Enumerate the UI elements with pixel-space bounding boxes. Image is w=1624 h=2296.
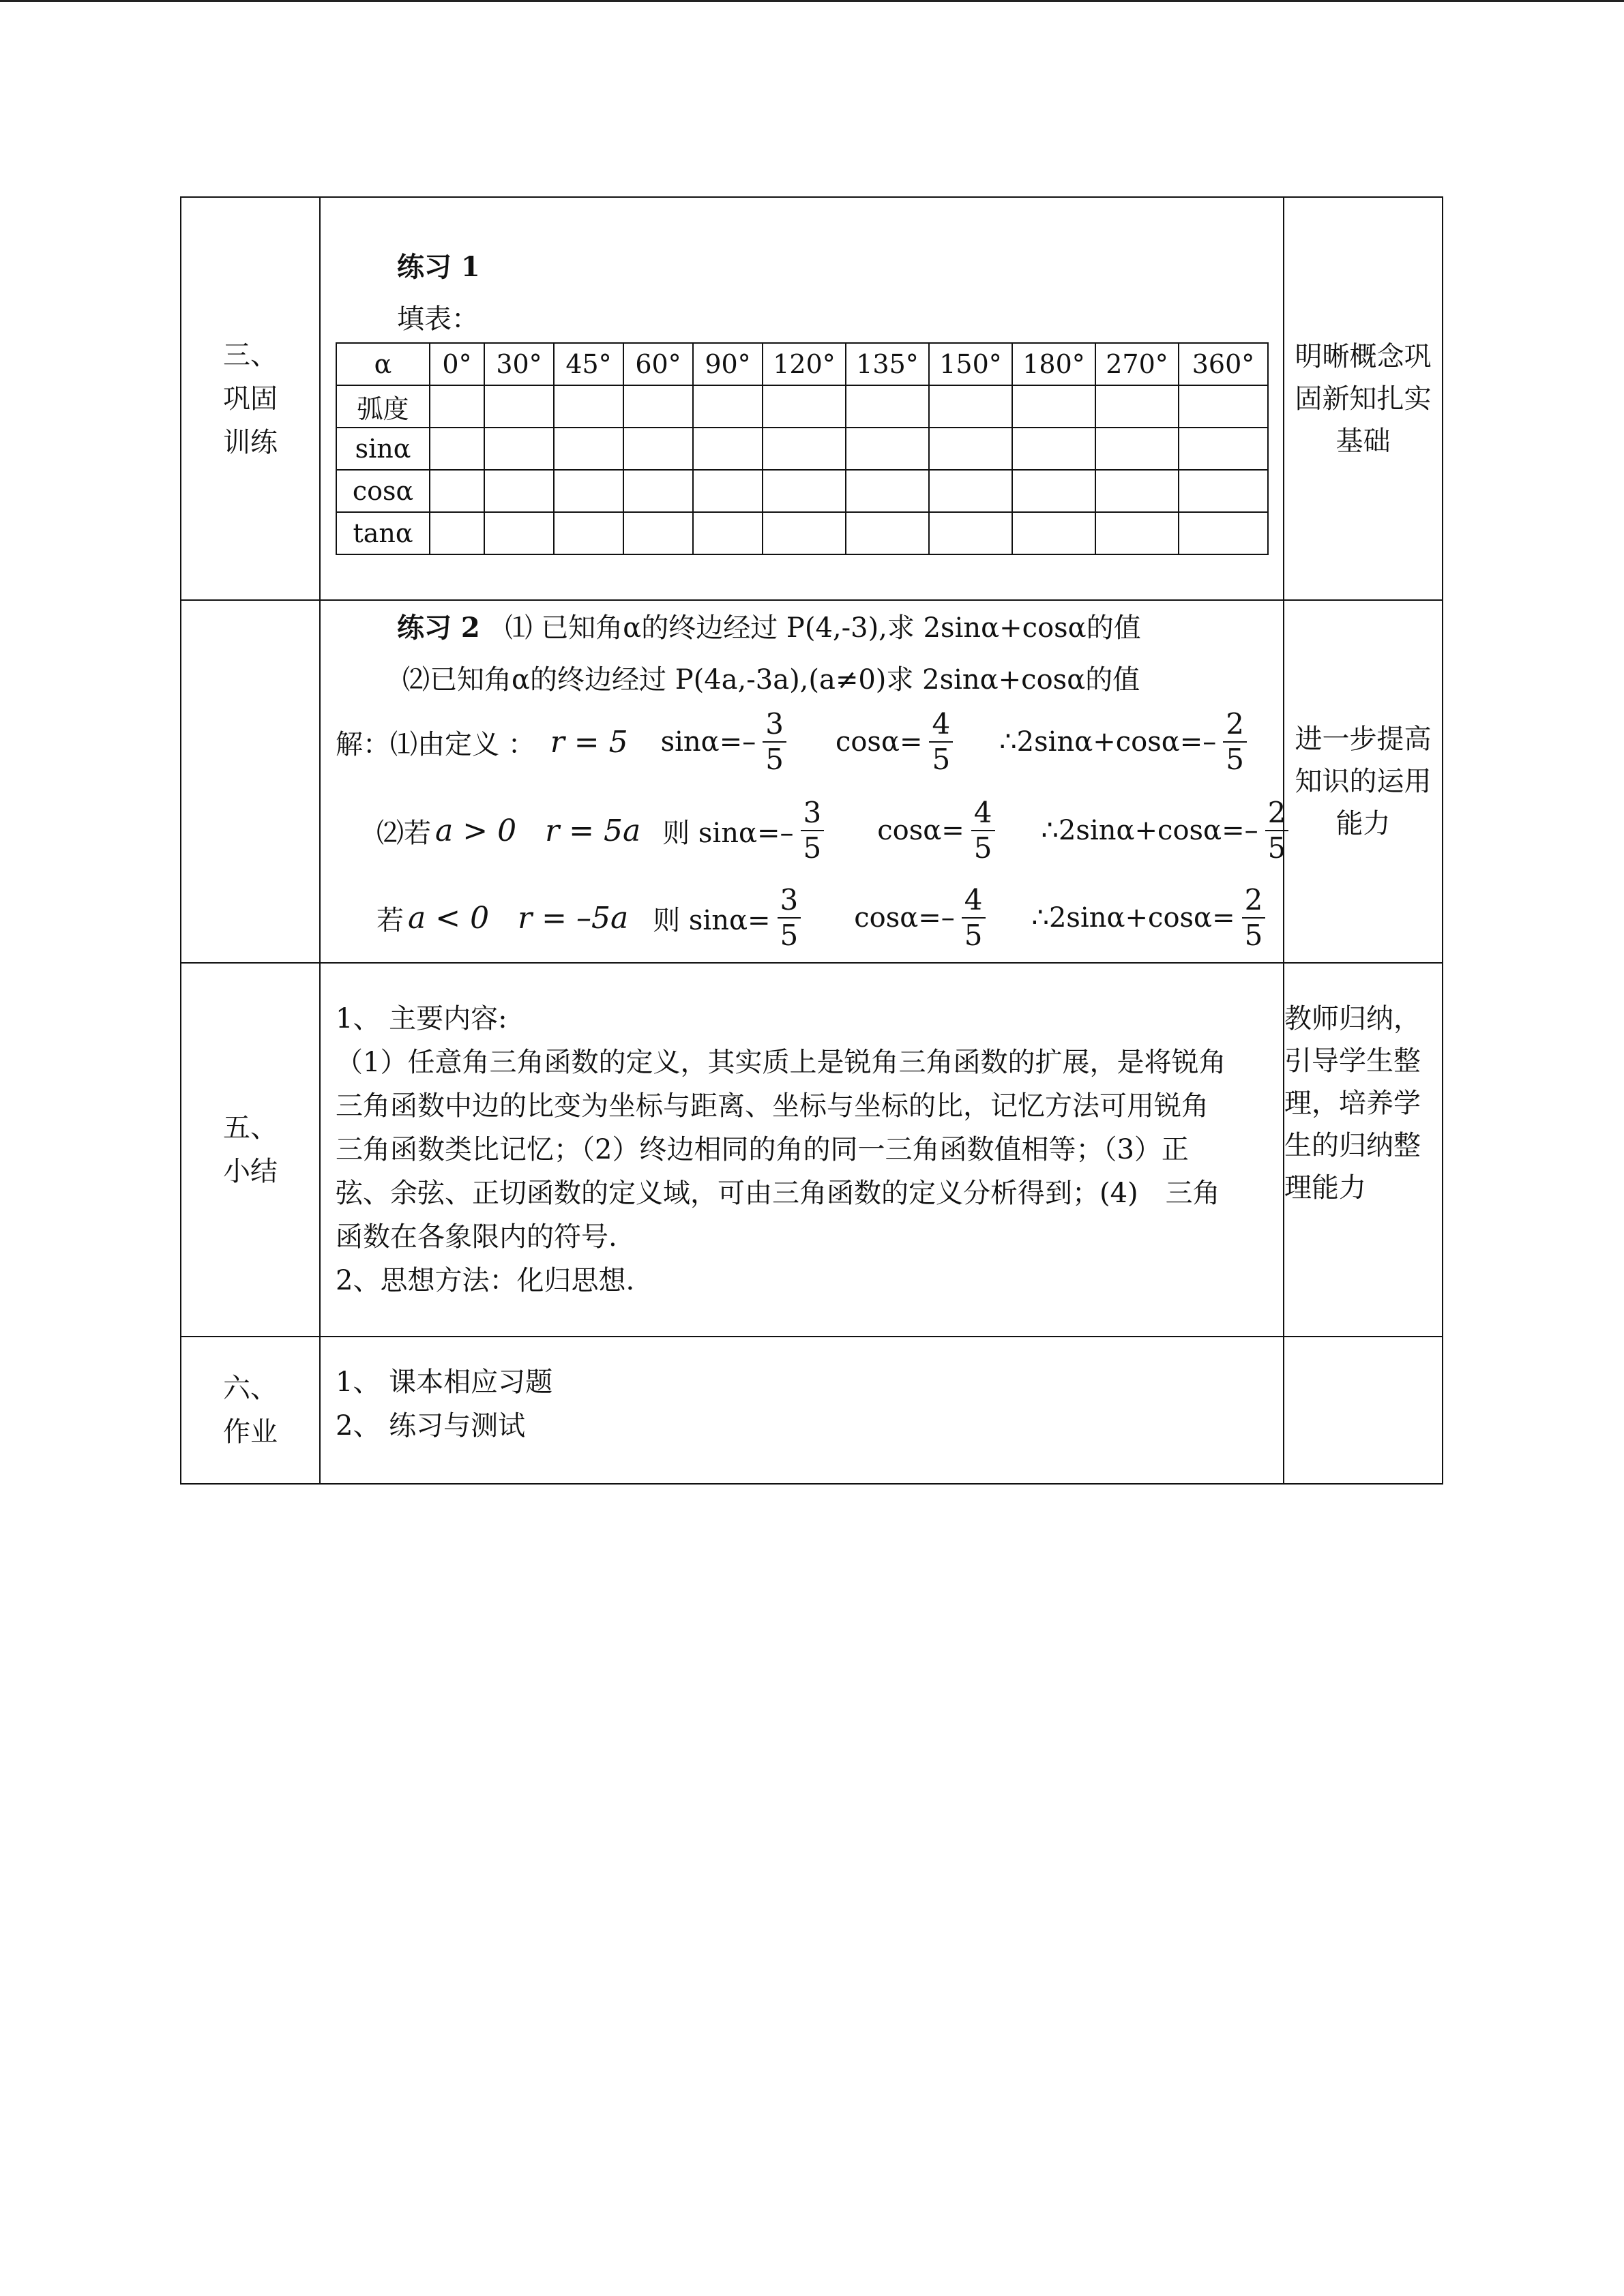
row-label: sinα (336, 428, 430, 470)
stage-cell (181, 1337, 320, 1484)
cos-label: cosα= (835, 726, 923, 758)
header-angle: 150° (929, 343, 1012, 385)
header-angle: 270° (1095, 343, 1179, 385)
blank-cell[interactable] (1012, 428, 1095, 470)
fill-table (336, 342, 1269, 555)
goal-text: 明晰概念巩固新知扎实基础 (1295, 340, 1432, 457)
sin-fraction: $\frac{3}{5}$ (778, 883, 806, 953)
content-cell (320, 600, 1284, 963)
fill-label: 填表： (397, 303, 479, 335)
result-label: ∴2sinα+cosα= (1031, 902, 1235, 934)
content-cell (320, 963, 1284, 1337)
blank-cell[interactable] (763, 385, 846, 428)
cos-label: cosα= (877, 815, 964, 846)
homework-item: 2、 练习与测试 (336, 1410, 526, 1442)
summary-text (336, 997, 1268, 1302)
r-value: r = 5 (550, 724, 628, 760)
content-cell (320, 197, 1284, 600)
blank-cell[interactable] (484, 512, 554, 554)
summary-line: （1）任意角三角函数的定义，其实质上是锐角三角函数的扩展，是将锐角 (336, 1047, 1226, 1078)
cos-label: cosα=– (854, 902, 955, 934)
header-angle: 45° (554, 343, 623, 385)
blank-cell[interactable] (929, 512, 1012, 554)
row-consolidation (181, 197, 1443, 600)
summary-line: 弦、余弦、正切函数的定义域，可由三角函数的定义分析得到；(4) 三角 (336, 1178, 1220, 1209)
blank-cell[interactable] (1012, 512, 1095, 554)
stage-label: 三、巩固训练 (223, 339, 278, 458)
blank-cell[interactable] (623, 512, 693, 554)
fill-table-row (336, 470, 1268, 512)
sin-label: 则 sinα=– (662, 817, 794, 849)
summary-line: 1、 主要内容: (336, 1003, 507, 1034)
blank-cell[interactable] (929, 385, 1012, 428)
solution-prefix: ⑵若 (377, 817, 431, 849)
blank-cell[interactable] (1179, 470, 1268, 512)
blank-cell[interactable] (1179, 428, 1268, 470)
goal-cell (1284, 963, 1443, 1337)
blank-cell[interactable] (484, 470, 554, 512)
row-label: cosα (336, 470, 430, 512)
goal-text: 进一步提高知识的运用能力 (1295, 724, 1432, 839)
header-angle: 360° (1179, 343, 1268, 385)
header-angle: 135° (846, 343, 929, 385)
blank-cell[interactable] (623, 428, 693, 470)
solution-line-3 (377, 880, 1273, 955)
blank-cell[interactable] (846, 470, 929, 512)
r-value: r = 5a (545, 813, 641, 848)
blank-cell[interactable] (929, 470, 1012, 512)
blank-cell[interactable] (430, 470, 484, 512)
sin-label: sinα=– (660, 726, 756, 758)
blank-cell[interactable] (693, 512, 763, 554)
exercise-title: 练习 2 (397, 612, 480, 644)
result-label: ∴2sinα+cosα=– (1041, 815, 1258, 846)
blank-cell[interactable] (763, 512, 846, 554)
content-cell (320, 1337, 1284, 1484)
blank-cell[interactable] (554, 470, 623, 512)
goal-cell (1284, 1337, 1443, 1484)
goal-text: 教师归纳，引导学生整理，培养学生的归纳整理能力 (1284, 1003, 1421, 1204)
problem-1-text: ⑴ 已知角α的终边经过 P(4,-3),求 2sinα+cosα的值 (505, 612, 1141, 644)
result-fraction: $\frac{2}{5}$ (1265, 796, 1293, 865)
blank-cell[interactable] (1179, 512, 1268, 554)
blank-cell[interactable] (1012, 470, 1095, 512)
blank-cell[interactable] (554, 385, 623, 428)
solution-prefix: 若 (377, 904, 404, 936)
header-angle: 0° (430, 343, 484, 385)
fill-table-header (336, 343, 1268, 385)
condition: a > 0 (435, 813, 517, 848)
summary-line: 三角函数中边的比变为坐标与距离、坐标与坐标的比，记忆方法可用锐角 (336, 1090, 1209, 1122)
stage-cell (181, 963, 320, 1337)
exercise-title: 练习 1 (397, 251, 480, 283)
blank-cell[interactable] (1095, 428, 1179, 470)
summary-line: 函数在各象限内的符号. (336, 1221, 617, 1253)
blank-cell[interactable] (693, 470, 763, 512)
stage-cell (181, 600, 320, 963)
condition: a < 0 (408, 900, 490, 936)
result-fraction: $\frac{2}{5}$ (1223, 707, 1251, 777)
problem-1 (397, 606, 1141, 645)
header-alpha: α (336, 343, 430, 385)
fill-table-row (336, 512, 1268, 554)
row-summary (181, 963, 1443, 1337)
row-label: tanα (336, 512, 430, 554)
blank-cell[interactable] (484, 428, 554, 470)
blank-cell[interactable] (1012, 385, 1095, 428)
fill-table-row (336, 428, 1268, 470)
page-top-rule (0, 0, 1624, 2)
blank-cell[interactable] (430, 512, 484, 554)
cos-fraction: $\frac{4}{5}$ (929, 707, 957, 777)
header-angle: 60° (623, 343, 693, 385)
solution-prefix: 解：⑴由定义 ： (336, 728, 535, 760)
homework-item: 1、 课本相应习题 (336, 1367, 553, 1398)
cos-fraction: $\frac{4}{5}$ (962, 883, 990, 953)
blank-cell[interactable] (846, 385, 929, 428)
fill-table-row (336, 385, 1268, 428)
sin-fraction: $\frac{3}{5}$ (801, 796, 829, 865)
stage-label: 五、小结 (223, 1112, 278, 1187)
result-fraction: $\frac{2}{5}$ (1242, 883, 1270, 953)
cos-fraction: $\frac{4}{5}$ (971, 796, 999, 865)
blank-cell[interactable] (763, 470, 846, 512)
r-value: r = –5a (518, 900, 629, 936)
row-label: 弧度 (336, 385, 430, 428)
blank-cell[interactable] (484, 385, 554, 428)
sin-label: 则 sinα= (653, 904, 771, 936)
lesson-plan-table (180, 196, 1443, 1485)
blank-cell[interactable] (846, 512, 929, 554)
problem-2: ⑵已知角α的终边经过 P(4a,-3a),(a≠0)求 2sinα+cosα的值 (402, 664, 1140, 696)
blank-cell[interactable] (554, 512, 623, 554)
goal-cell (1284, 197, 1443, 600)
solution-line-2 (377, 793, 1297, 868)
blank-cell[interactable] (430, 428, 484, 470)
header-angle: 30° (484, 343, 554, 385)
blank-cell[interactable] (846, 428, 929, 470)
stage-cell (181, 197, 320, 600)
header-angle: 90° (693, 343, 763, 385)
blank-cell[interactable] (623, 385, 693, 428)
sin-fraction: $\frac{3}{5}$ (763, 707, 791, 777)
blank-cell[interactable] (1095, 512, 1179, 554)
header-angle: 180° (1012, 343, 1095, 385)
summary-line: 2、思想方法：化归思想. (336, 1265, 635, 1296)
goal-cell (1284, 600, 1443, 963)
blank-cell[interactable] (693, 385, 763, 428)
row-homework (181, 1337, 1443, 1484)
homework-list (336, 1360, 1268, 1448)
blank-cell[interactable] (623, 470, 693, 512)
blank-cell[interactable] (1179, 385, 1268, 428)
row-exercise-2 (181, 600, 1443, 963)
summary-line: 三角函数类比记忆；（2）终边相同的角的同一三角函数值相等；（3）正 (336, 1134, 1189, 1165)
blank-cell[interactable] (929, 428, 1012, 470)
blank-cell[interactable] (430, 385, 484, 428)
blank-cell[interactable] (763, 428, 846, 470)
blank-cell[interactable] (693, 428, 763, 470)
result-label: ∴2sinα+cosα=– (999, 726, 1217, 758)
blank-cell[interactable] (1095, 385, 1179, 428)
solution-line-1 (336, 704, 1255, 779)
header-angle: 120° (763, 343, 846, 385)
stage-label: 六、作业 (223, 1373, 278, 1448)
blank-cell[interactable] (1095, 470, 1179, 512)
blank-cell[interactable] (554, 428, 623, 470)
